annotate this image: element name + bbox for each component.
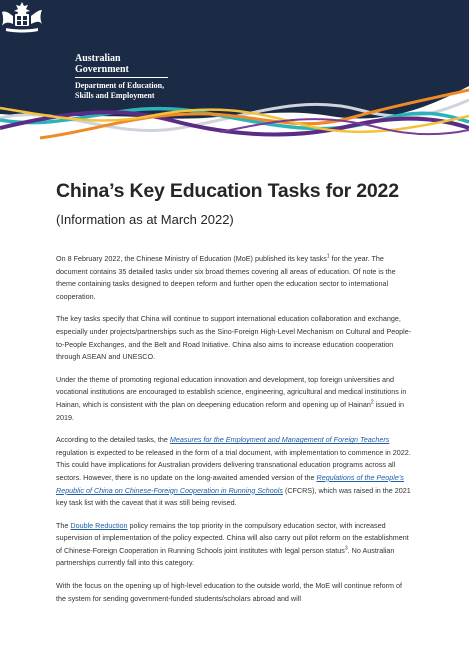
- paragraph-3: [56, 374, 412, 424]
- government-name: Australian Government: [75, 53, 168, 78]
- double-reduction-link[interactable]: Double Reduction: [70, 520, 128, 530]
- banner-background: [0, 0, 469, 119]
- footnote-ref-2[interactable]: 2: [370, 399, 374, 406]
- footnote-ref-1[interactable]: 1: [326, 253, 330, 260]
- paragraph-2: The key tasks specify that China will continue to support international education collaboration and exchange, especially under projects/partnerships such as the Sino-Foreign High-Level Mechanism on Cultural and People-to-People Exchanges, and the Belt and Road Initiative. China also aims to increase education cooperation through ASEAN and UNESCO.: [56, 314, 412, 362]
- coat-of-arms-logo: [0, 0, 44, 34]
- paragraph-3-text-b: issued in 2019.: [56, 399, 405, 422]
- header-banner: [0, 0, 469, 148]
- paragraph-5-text-c: . No Australian partnerships currently fall into this category.: [56, 545, 395, 568]
- footnote-ref-3[interactable]: 3: [344, 545, 348, 552]
- cfcrs-regulations-link[interactable]: Regulations of the People’s Republic of China on Chinese-Foreign Cooperation in Running Schools: [56, 472, 404, 495]
- page-subtitle: (Information as at March 2022): [56, 212, 234, 227]
- paragraph-4-text-a: According to the detailed tasks, the: [56, 435, 170, 445]
- paragraph-1-text-a: On 8 February 2022, the Chinese Ministry of Education (MoE) published its key tasks: [56, 254, 327, 263]
- paragraph-6: With the focus on the opening up of high-level education to the outside world, the MoE will continue reform of the system for sending government-funded students/scholars abroad and will: [56, 581, 403, 603]
- paragraph-1-text-b: for the year. The document contains 35 detailed tasks under six broad themes covering all areas of education. Of note is the theme containing tasks designed to deepen reform and further open the education sector to international cooperation.: [56, 254, 396, 301]
- paragraph-5: [56, 520, 412, 570]
- document-body: [56, 253, 412, 615]
- paragraph-5-text-b: policy remains the top priority in the compulsory education sector, with increased supervision of implementation of the policy expected. China will also carry out pilot reform on the establishment of Chinese-Foreign Cooperation in Running Schools joint institutes with legal person status: [56, 520, 409, 555]
- government-branding: [75, 53, 168, 101]
- foreign-teachers-measures-link[interactable]: Measures for the Employment and Management of Foreign Teachers: [169, 435, 390, 445]
- paragraph-4: [56, 434, 412, 510]
- department-name-line1: Department of Education,: [75, 81, 165, 90]
- paragraph-3-text-a: Under the theme of promoting regional education innovation and development, top foreign universities and vocational institutions are encouraged to establish science, engineering, agricultural and medical institutions in Hainan, which is consistent with the plan on deepening education reform and opening up of Hainan: [56, 374, 407, 409]
- paragraph-1: [56, 253, 412, 303]
- banner-graphic: [0, 0, 469, 148]
- paragraph-4-text-c: (CFCRS), which was raised in the 2021 key task list with the caveat that it was still being revised.: [56, 485, 411, 508]
- department-name-line2: Skills and Employment: [75, 91, 155, 100]
- paragraph-4-text-b: regulation is expected to be released in the form of a trial document, with implementation to commence in 2022. This could have implications for Australian providers delivering transnational education programs across all sectors. However, there is no update on the long-awaited amended version of the: [56, 447, 411, 482]
- page-title: China’s Key Education Tasks for 2022: [56, 180, 399, 202]
- paragraph-5-text-a: The: [56, 520, 71, 530]
